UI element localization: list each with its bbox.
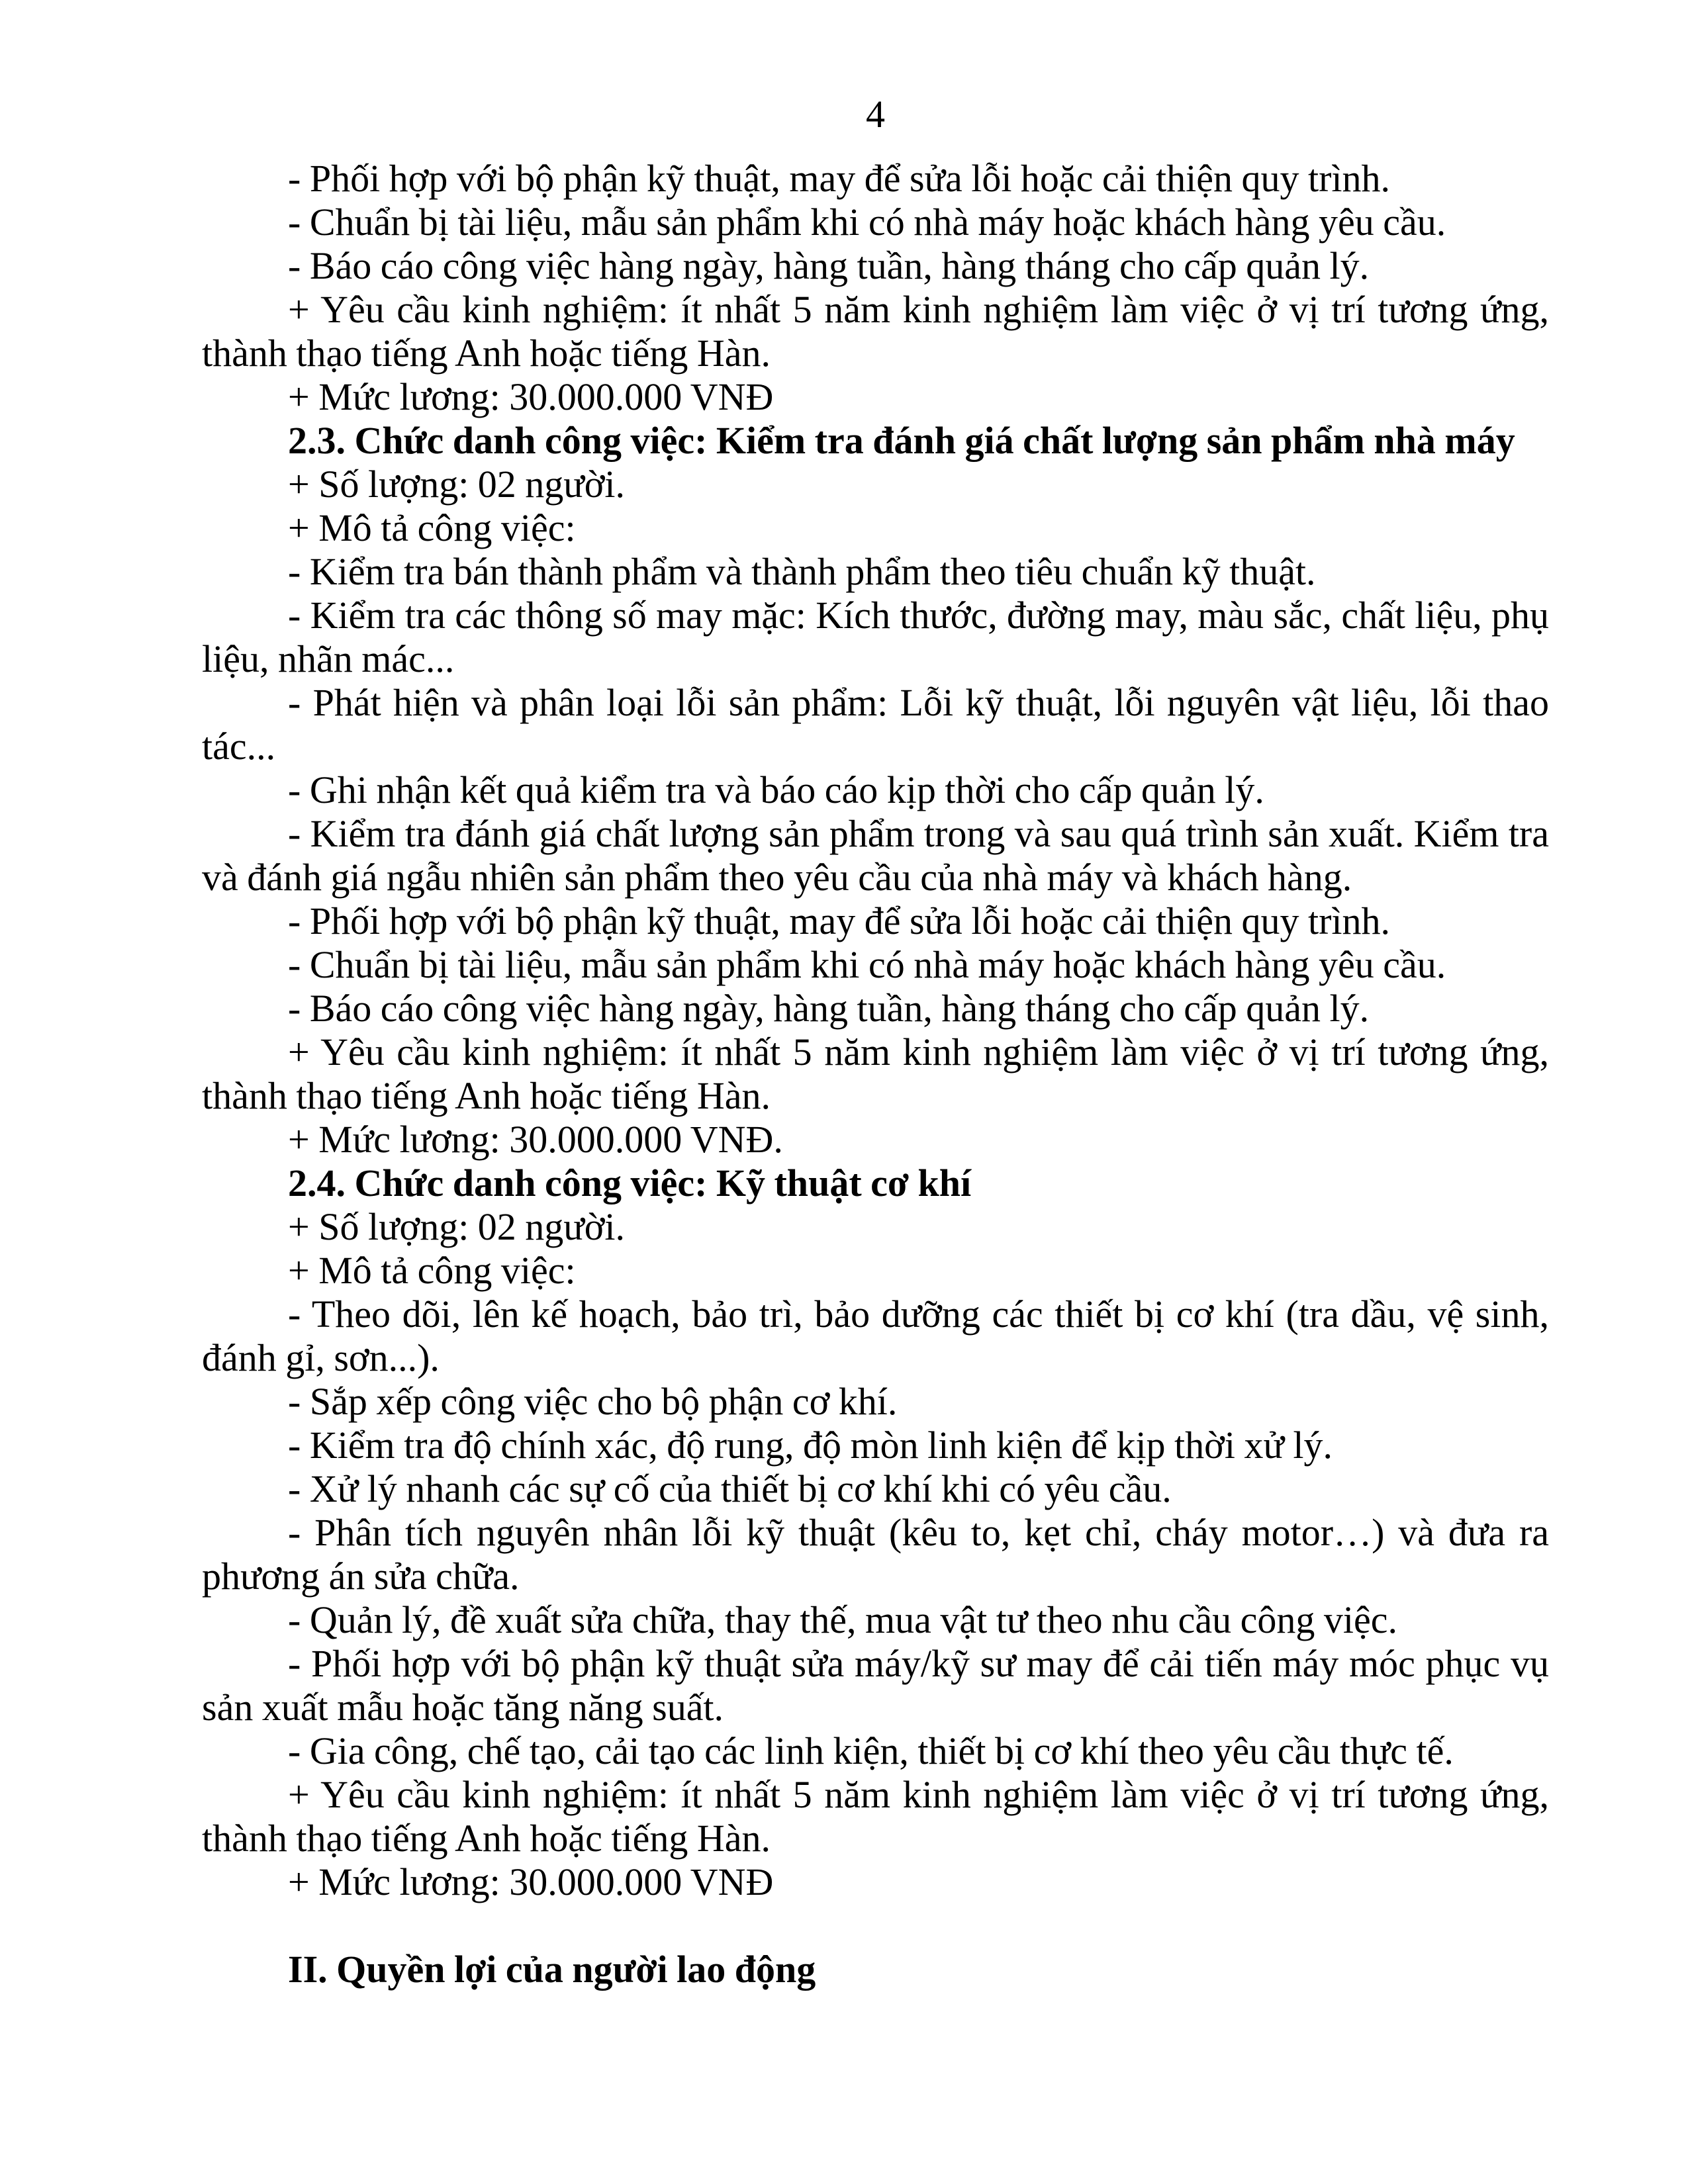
body-paragraph: - Theo dõi, lên kế hoạch, bảo trì, bảo dưỡng các thiết bị cơ khí (tra dầu, vệ sinh, đánh gỉ, sơn...). (202, 1293, 1549, 1379)
section-heading-ii: II. Quyền lợi của người lao động (288, 1948, 816, 1991)
body-paragraph: + Mức lương: 30.000.000 VNĐ (288, 375, 774, 418)
body-paragraph: - Ghi nhận kết quả kiểm tra và báo cáo kịp thời cho cấp quản lý. (288, 768, 1264, 811)
body-paragraph: - Kiểm tra các thông số may mặc: Kích thước, đường may, màu sắc, chất liệu, phụ liệu, nhãn mác... (202, 594, 1549, 680)
body-paragraph: - Báo cáo công việc hàng ngày, hàng tuần, hàng tháng cho cấp quản lý. (288, 244, 1370, 287)
body-paragraph: - Báo cáo công việc hàng ngày, hàng tuần, hàng tháng cho cấp quản lý. (288, 987, 1370, 1030)
body-paragraph: - Kiểm tra độ chính xác, độ rung, độ mòn linh kiện để kịp thời xử lý. (288, 1424, 1333, 1467)
section-heading-2-4: 2.4. Chức danh công việc: Kỹ thuật cơ khí (288, 1161, 972, 1205)
body-paragraph: - Sắp xếp công việc cho bộ phận cơ khí. (288, 1380, 898, 1423)
body-paragraph: + Mức lương: 30.000.000 VNĐ (288, 1860, 774, 1903)
body-paragraph: - Phối hợp với bộ phận kỹ thuật, may để sửa lỗi hoặc cải thiện quy trình. (288, 899, 1391, 942)
body-paragraph: + Số lượng: 02 người. (288, 463, 626, 506)
body-paragraph: + Mức lương: 30.000.000 VNĐ. (288, 1118, 783, 1161)
page-content (202, 93, 1549, 1991)
body-paragraph: - Phát hiện và phân loại lỗi sản phẩm: Lỗi kỹ thuật, lỗi nguyên vật liệu, lỗi thao tác... (202, 681, 1549, 768)
body-paragraph: - Chuẩn bị tài liệu, mẫu sản phẩm khi có nhà máy hoặc khách hàng yêu cầu. (288, 201, 1446, 244)
body-paragraph: + Yêu cầu kinh nghiệm: ít nhất 5 năm kinh nghiệm làm việc ở vị trí tương ứng, thành thạo tiếng Anh hoặc tiếng Hàn. (202, 1773, 1549, 1860)
body-paragraph: - Chuẩn bị tài liệu, mẫu sản phẩm khi có nhà máy hoặc khách hàng yêu cầu. (288, 943, 1446, 986)
body-paragraph: - Kiểm tra đánh giá chất lượng sản phẩm trong và sau quá trình sản xuất. Kiểm tra và đánh giá ngẫu nhiên sản phẩm theo yêu cầu của nhà máy và khách hàng. (202, 812, 1549, 899)
body-paragraph: - Gia công, chế tạo, cải tạo các linh kiện, thiết bị cơ khí theo yêu cầu thực tế. (288, 1729, 1454, 1772)
body-paragraph: - Phối hợp với bộ phận kỹ thuật sửa máy/kỹ sư may để cải tiến máy móc phục vụ sản xuất mẫu hoặc tăng năng suất. (202, 1642, 1549, 1729)
body-paragraph: + Mô tả công việc: (288, 1249, 576, 1292)
body-paragraph: - Phối hợp với bộ phận kỹ thuật, may để sửa lỗi hoặc cải thiện quy trình. (288, 157, 1391, 200)
body-paragraph: - Xử lý nhanh các sự cố của thiết bị cơ khí khi có yêu cầu. (288, 1467, 1172, 1510)
body-paragraph: + Mô tả công việc: (288, 506, 576, 549)
body-paragraph: - Phân tích nguyên nhân lỗi kỹ thuật (kêu to, kẹt chỉ, cháy motor…) và đưa ra phương án sửa chữa. (202, 1511, 1549, 1598)
body-paragraph: + Yêu cầu kinh nghiệm: ít nhất 5 năm kinh nghiệm làm việc ở vị trí tương ứng, thành thạo tiếng Anh hoặc tiếng Hàn. (202, 288, 1549, 375)
section-heading-2-3: 2.3. Chức danh công việc: Kiểm tra đánh giá chất lượng sản phẩm nhà máy (288, 419, 1515, 462)
body-paragraph: + Số lượng: 02 người. (288, 1205, 626, 1248)
page-number: 4 (866, 93, 885, 136)
body-paragraph: - Quản lý, đề xuất sửa chữa, thay thế, mua vật tư theo nhu cầu công việc. (288, 1598, 1397, 1641)
body-paragraph: - Kiểm tra bán thành phẩm và thành phẩm theo tiêu chuẩn kỹ thuật. (288, 550, 1316, 593)
body-paragraph: + Yêu cầu kinh nghiệm: ít nhất 5 năm kinh nghiệm làm việc ở vị trí tương ứng, thành thạo tiếng Anh hoặc tiếng Hàn. (202, 1030, 1549, 1117)
